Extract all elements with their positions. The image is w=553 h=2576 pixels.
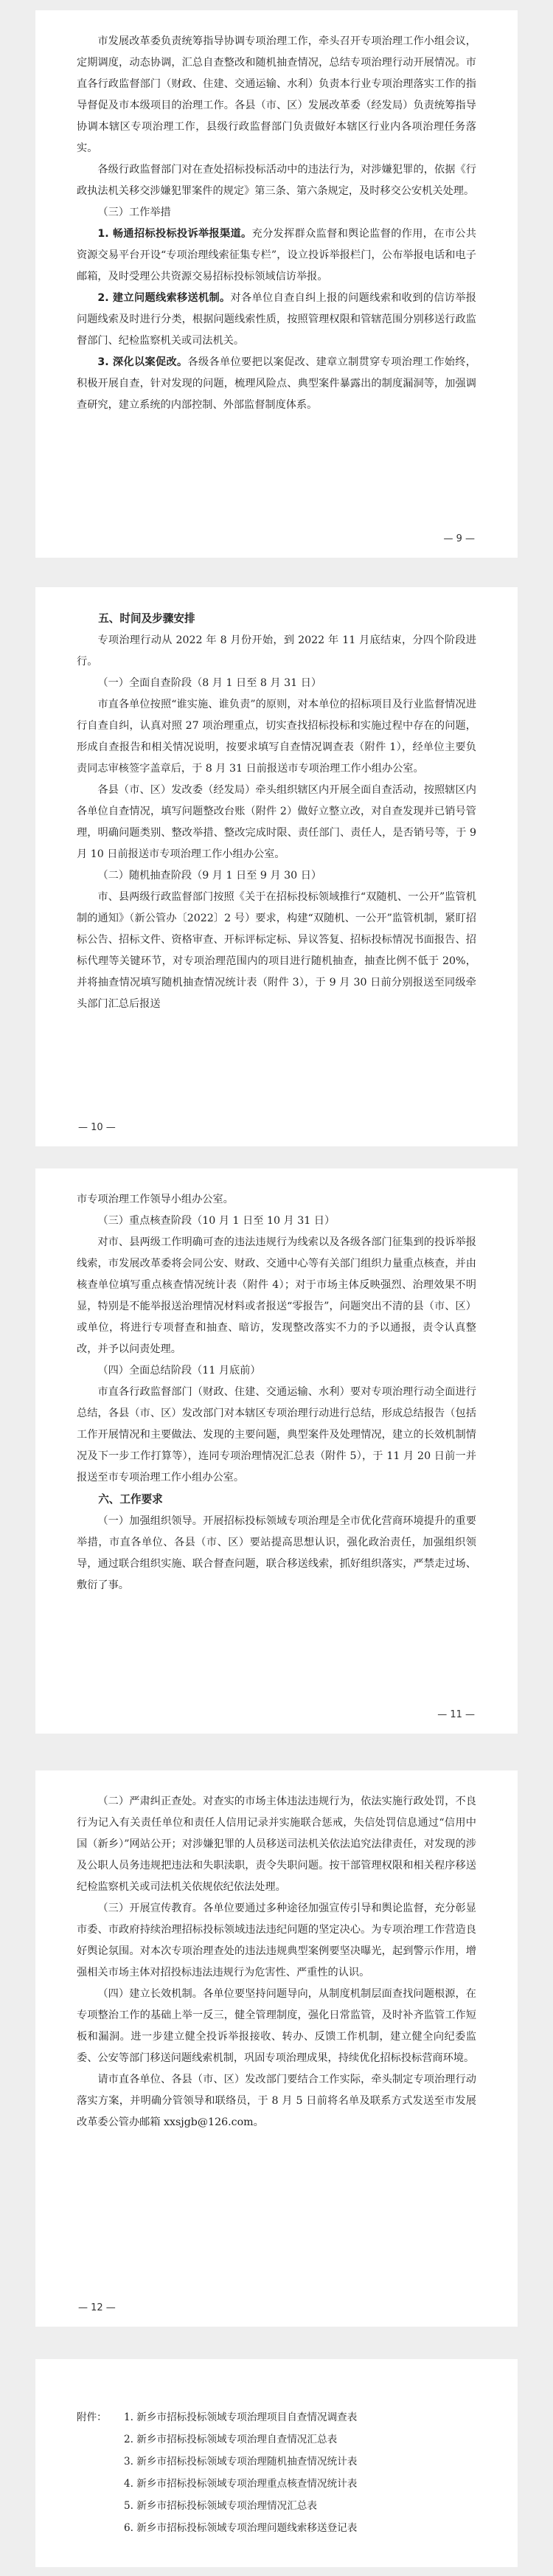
body-paragraph: 市专项治理工作领导小组办公室。 [77, 1194, 234, 1205]
body-paragraph: （二）严肃纠正查处。对查实的市场主体违法违规行为，依法实施行政处罚，不良行为记入有关责任单位和责任人信用记录并实施联合惩戒，失信处罚信息通过“信用中国（新乡）”网站公开；对涉嫌犯罪的人员移送司法机关依法追究法律责任，对发现的涉及公职人员务违规把违法和失职渎职，责令失职问题。按干部管理权限和相关程序移送纪检监察机关或司法机关依规依纪依法处理。 [77, 1796, 476, 1893]
attachment-item: 1. 新乡市招标投标领域专项治理项目自查情况调查表 [124, 2411, 358, 2423]
measure-paragraph [77, 224, 476, 288]
body-paragraph: 市、县两级行政监督部门按照《关于在招标投标领域推行“双随机、一公开”监管机制的通知》（新公管办〔2022〕2 号）要求，构建“双随机、一公开”监管机制，紧盯招标公告、招标文件、资格审查、开标评标定标、异议答复、招标投标情况书面报告、招标代理等关键环节，对专项治理范围内的项目进行随机抽查，抽查比例不低于 20%，并将抽查情况填写随机抽查情况统计表（附件 3），于 9 月 30 日前分别报送至同级牵头部门汇总后报送 [77, 891, 476, 1010]
body-paragraph: 市直各行政监督部门（财政、住建、交通运输、水利）要对专项治理行动全面进行总结，各县（市、区）发改部门对本辖区专项治理行动进行总结，形成总结报告（包括工作开展情况和主要做法、发现的主要问题，典型案件及处理情况，建立的长效机制情况及下一步工作打算等），连同专项治理情况汇总表（附件 5），于 11 月 20 日前一并报送至市专项治理工作小组办公室。 [77, 1386, 476, 1483]
document-page-10 [35, 587, 518, 1146]
section-heading: （三）工作举措 [97, 207, 171, 218]
body-paragraph: 专项治理行动从 2022 年 8 月份开始，到 2022 年 11 月底结束，分四个阶段进行。 [77, 634, 476, 668]
section-heading: 五、时间及步骤安排 [98, 612, 195, 625]
stage-title: （一）全面自查阶段（8 月 1 日至 8 月 31 日） [97, 677, 322, 689]
attachment-item: 3. 新乡市招标投标领域专项治理随机抽查情况统计表 [124, 2456, 358, 2468]
stage-title: （四）全面总结阶段（11 月底前） [97, 1365, 261, 1377]
page-number: — 9 — [443, 533, 475, 544]
measure-paragraph [77, 352, 476, 416]
page-number: — 12 — [78, 2302, 116, 2313]
attachment-label: 附件： [77, 2411, 107, 2423]
document-page-9 [35, 10, 518, 558]
body-paragraph: 市发展改革委负责统筹指导协调专项治理工作，牵头召开专项治理工作小组会议，定期调度，动态协调，汇总自查整改和随机抽查情况，总结专项治理行动开展情况。市直各行政监督部门（财政、住建、交通运输、水利）负责本行业专项治理落实工作的指导督促及市本级项目的治理工作。各县（市、区）发展改革委（经发局）负责统筹指导协调本辖区专项治理工作，县级行政监督部门负责做好本辖区行业内各项治理任务落实。 [77, 35, 476, 154]
body-paragraph: 各县（市、区）发改委（经发局）牵头组织辖区内开展全面自查活动，按照辖区内各单位自查情况，填写问题整改台账（附件 2）做好立整立改，对自查发现并已销号管理，明确问题类别、整改举措、整改完成时限、责任部门、责任人，是否销号等，于 9 月 10 日前报送市专项治理工作小组办公室。 [77, 784, 476, 860]
body-paragraph: 各级行政监督部门对在查处招标投标活动中的违法行为，对涉嫌犯罪的，依据《行政执法机关移交涉嫌犯罪案件的规定》第三条、第六条规定，及时移交公安机关处理。 [77, 164, 476, 197]
attachment-item: 4. 新乡市招标投标领域专项治理重点核查情况统计表 [124, 2478, 358, 2490]
measure-lead: 2. 建立问题线索移送机制。 [97, 292, 231, 304]
attachment-item: 6. 新乡市招标投标领域专项治理问题线索移送登记表 [124, 2522, 358, 2534]
document-page-12 [35, 1770, 518, 2327]
body-paragraph: 请市直各单位、各县（市、区）发改部门要结合工作实际，牵头制定专项治理行动落实方案，并明确分管领导和联络员，于 8 月 5 日前将名单及联系方式发送至市发展改革委公管办邮箱 xxsjgb@126.com。 [77, 2074, 476, 2128]
stage-title: （三）重点核查阶段（10 月 1 日至 10 月 31 日） [97, 1215, 335, 1227]
measure-text: 对各单位自查自纠上报的问题线索和收到的信访举报问题线索及时进行分类，根据问题线索性质，按照管理权限和管辖范围分别移送行政监督部门、纪检监察机关或司法机关。 [77, 292, 476, 347]
page-number: — 10 — [78, 1122, 116, 1133]
measure-text: 各级各单位要把以案促改、建章立制贯穿专项治理工作始终，积极开展自查，针对发现的问题，梳理风险点、典型案件暴露出的制度漏洞等，加强调查研究，建立系统的内部控制、外部监督制度体系。 [77, 356, 476, 411]
section-heading: 六、工作要求 [98, 1493, 163, 1506]
page-number: — 11 — [437, 1709, 475, 1720]
attachment-item: 2. 新乡市招标投标领域专项治理自查情况汇总表 [124, 2434, 338, 2445]
measure-paragraph [77, 288, 476, 352]
attachment-item: 5. 新乡市招标投标领域专项治理情况汇总表 [124, 2500, 317, 2512]
document-page-11 [35, 1168, 518, 1734]
attachment-list [77, 2406, 476, 2539]
body-paragraph: 对市、县两级工作明确可查的违法违规行为线索以及各级各部门征集到的投诉举报线索，市发展改革委将会同公安、财政、交通中心等有关部门组织力量重点核查，并由核查单位填写重点核查情况统计表（附件 4）；对于市场主体反映强烈、治理效果不明显，特别是不能举报送治理情况材料或者报送“零报告”，问题突出不清的县（市、区）或单位，将进行专项督查和抽查、暗访，发现整改落实不力的予以通报，责令认真整改，并予以问责处理。 [77, 1236, 476, 1355]
body-paragraph: （一）加强组织领导。开展招标投标领域专项治理是全市优化营商环境提升的重要举措，市直各单位、各县（市、区）要站提高思想认识，强化政治责任，加强组织领导，通过联合组织实施、联合督查问题，联合移送线索，抓好组织落实，严禁走过场、敷衍了事。 [77, 1515, 476, 1591]
document-page-attachments [35, 2359, 518, 2567]
measure-lead: 1. 畅通招标投标投诉举报渠道。 [97, 228, 252, 240]
stage-title: （二）随机抽查阶段（9 月 1 日至 9 月 30 日） [97, 870, 322, 882]
body-paragraph: （四）建立长效机制。各单位要坚持问题导向，从制度机制层面查找问题根源，在专项整治工作的基础上举一反三，健全管理制度，强化日常监管，及时补齐监管工作短板和漏洞。进一步建立健全投诉举报接收、转办、反馈工作机制，建立健全向纪委监委、公安等部门移送问题线索机制，巩固专项治理成果，持续优化招标投标营商环境。 [77, 1988, 476, 2064]
measure-lead: 3. 深化以案促改。 [97, 356, 188, 368]
measure-text: 充分发挥群众监督和舆论监督的作用，在市公共资源交易平台开设“专项治理线索征集专栏”，设立投诉举报栏门，公布举报电话和电子邮箱，及时受理公共资源交易招标投标领域信访举报。 [77, 228, 476, 283]
body-paragraph: 市直各单位按照“谁实施、谁负责”的原则，对本单位的招标项目及行业监督情况进行自查自纠，认真对照 27 项治理重点，切实查找招标投标和实施过程中存在的问题，形成自查报告和相关情况说明，按要求填写自查情况调查表（附件 1），经单位主要负责同志审核签字盖章后，于 8 月 31 日前报送市专项治理工作小组办公室。 [77, 699, 476, 775]
body-paragraph: （三）开展宣传教育。各单位要通过多种途径加强宣传引导和舆论监督，充分彰显市委、市政府持续治理招标投标领域违法违纪问题的坚定决心。为专项治理工作营造良好舆论氛围。对本次专项治理查处的违法违规典型案例要坚决曝光，起到警示作用，增强相关市场主体对招投标违法违规行为危害性、严重性的认识。 [77, 1902, 476, 1978]
